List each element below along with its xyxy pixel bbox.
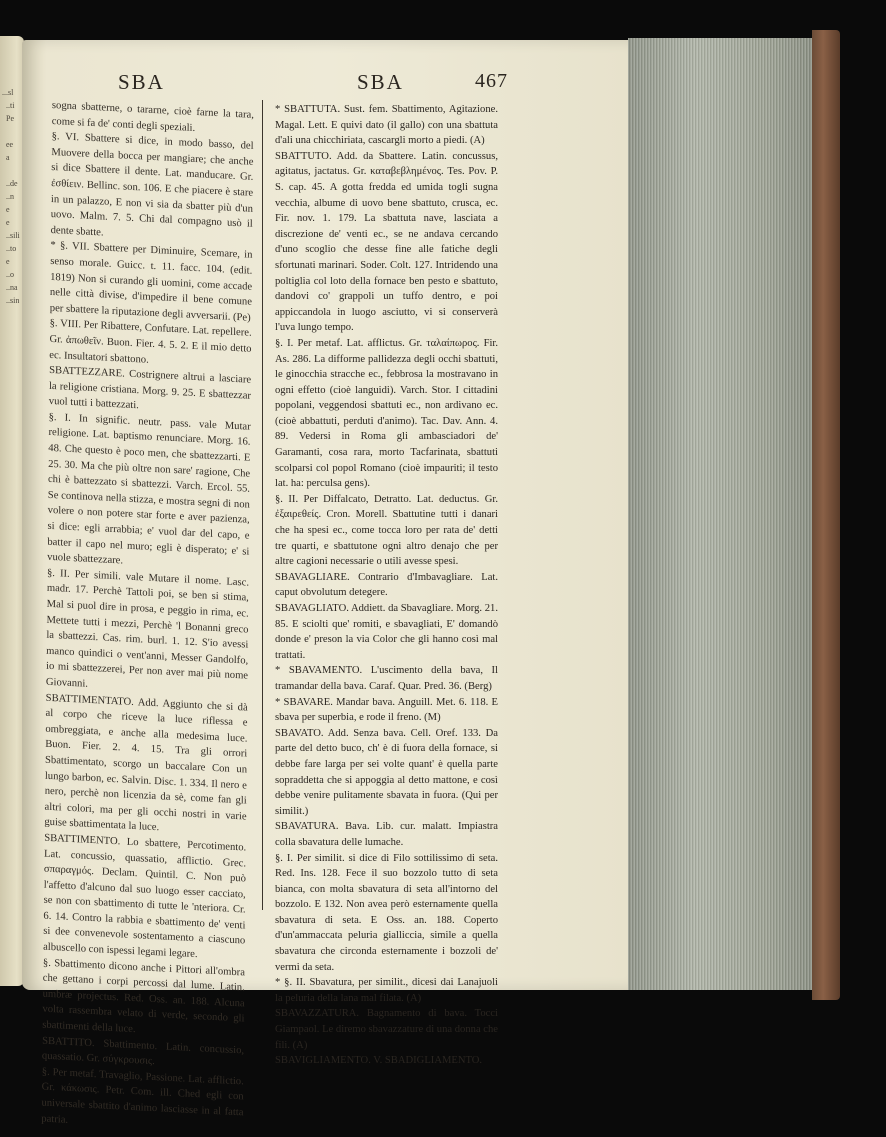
entry: SBATTIMENTATO. Add. Aggiunto che si dà al corpo che riceve la luce riflessa e ombreggiata, e anche alla medesima luce. Buon. Fier. 2. 4. 15. Tra gli orrori Sbattimentato, scorgo un baccalare Con un lungo barbon, ec. Salvin. Disc. 1. 334. Il nero e nero, perchè non licenzia da sè, come fan gli altri colori, ma per gli occhi nostri in varie guise sbattimentata la luce.	[44, 692, 248, 834]
entry: SBAVAZZATURA. Bagnamento di bava. Tocci Giampaol. Le diremo sbavazzature di una donna che fili. (A)	[275, 1008, 498, 1051]
page-number: 467	[475, 70, 508, 92]
entry: §. VIII. Per Ribattere, Confutare. Lat. repellere. Gr. ἀπωθεῖν. Buon. Fier. 4. 5. 2. E il mio detto ec. Insultatori sbattono.	[49, 318, 252, 366]
entry: §. I. Per similit. si dice di Filo sottilissimo di seta. Red. Ins. 128. Fece il suo bozzolo tutto di seta bianca, con molta sbavatura di seta all'intorno del bozzolo. E 132. Non avea però esternamente quella sbavatura di seta. E Oss. an. 188. Coperto d'un'ammaccata peluria gialliccia, simile a quella sbavatura che circonda esternamente i bozzoli de' vermi da seta.	[275, 852, 498, 973]
entry: SBATTUTO. Add. da Sbattere. Latin. concussus, agitatus, jactatus. Gr. καταβεβλημένος. Tes. Pov. P. S. cap. 45. A gotta fredda ed umida togli sugna vecchia, albume di uovo bene sbattuto, crusca, ec. Fir. nov. 1. 179. La sbattuta nave, lasciata a discrezione de' venti ec., se ne andava cercando d'uno scoglio che desse fine alle fatiche degli sfortunati marinari. Soder. Colt. 127. Intridendo una poltiglia col loto della fornace ben pesto e sbattuto, dandovi co' grappoli un tuffo dentro, e poi appiccandola in luogo asciutto, vi si conserverà l'uva lungo tempo.	[275, 150, 498, 334]
facing-page-fragment: ...sl ..ti Pe ee a ..de ..n e e ..sili ..to e ..o ..na ..sin	[2, 88, 20, 305]
entry: SBAVAGLIATO. Addiett. da Sbavagliare. Morg. 21. 85. E sciolti que' romiti, e sbavagliati, E' domandò donde e' preson la via Color che gli hanno così mal trattati.	[275, 603, 498, 661]
facing-page-edge	[0, 36, 24, 986]
running-head-left: SBA	[118, 70, 165, 94]
column-divider	[262, 100, 263, 910]
left-column	[41, 98, 254, 1137]
entry: * SBAVARE. Mandar bava. Anguill. Met. 6. 118. E sbava per superbia, e rode il freno. (M)	[275, 696, 498, 724]
entry: §. VI. Sbattere si dice, in modo basso, del Muovere della bocca per mangiare; che anche si dice Sbattere il dente. Lat. manducare. Gr. ἐσθίειν. Bellinc. son. 106. E che piacere è stare in un palazzo, E non vi sia da sbatter più d'un uovo. Malm. 7. 5. Chi dal compagno usò il dente sbatte.	[50, 131, 254, 239]
running-head-right: SBA	[357, 70, 404, 94]
right-column	[275, 102, 498, 1069]
entry: §. I. In signific. neutr. pass. vale Mutar religione. Lat. baptismo renunciare. Morg. 16. 48. Che questo è poco men, che sbattezzarti. E 25. 30. Ma che più oltre non sare' ragione, Che chi è battezzato si sbattezzi. Varch. Ercol. 55. Se continova nella stizza, e mostra segni di non volere o non potere star forte e aver pazienza, si dice: egli arrabbia; e' vuol dar del capo, e batter il capo nel muro; egli è disperato; e' si vuole sbattezzare.	[47, 411, 251, 567]
entry: * §. VII. Sbattere per Diminuire, Scemare, in senso morale. Guicc. t. 11. facc. 104. (edit. 1819) Non si curando gli uomini, come accade nelle città divise, d'impedire il bene comune per sbattere la riputazione degli avversarii. (Pe)	[49, 240, 253, 324]
entry: SBAVATO. Add. Senza bava. Cell. Oref. 133. Da parte del detto buco, ch' è di fuora della fornace, si debbe fare larga per sei volte quant' è quella parte sopraddetta che si appoggia al detto mattone, e così debbe venire pulitamente sbavata in fuora. (Qui per similit.)	[275, 727, 498, 817]
entry: sogna sbatterne, o tararne, cioè farne la tara, come si fa de' conti degli speziali.	[51, 99, 254, 134]
entry: SBAVAGLIARE. Contrario d'Imbavagliare. Lat. caput obvolutum detegere.	[275, 571, 498, 599]
entry: §. Sbattimento dicono anche i Pittori all'ombra che gettano i corpi percossi dal lume. Latin. umbræ projectus. Red. Oss. an. 188. Alcuna volta rassembra velato di verde, secondo gli sbattimenti della luce.	[42, 957, 245, 1036]
entry: SBAVATURA. Bava. Lib. cur. malatt. Impiastra colla sbavatura delle lumache.	[275, 821, 498, 848]
entry: SBATTEZZARE. Costrignere altrui a lasciare la religione cristiana. Morg. 9. 25. E sbattezzar vuol tutti i battezzati.	[48, 364, 252, 412]
entry: SBATTITO. Sbattimento. Latin. concussio, quassatio. Gr. σύγκρουσις.	[41, 1035, 245, 1068]
entry: * SBAVAMENTO. L'uscimento della bava, Il tramandar della bava. Caraf. Quar. Pred. 36. (Berg)	[275, 665, 498, 692]
entry: §. II. Per simili. vale Mutare il nome. Lasc. madr. 17. Perchè Tattoli poi, se ben si stima, Mal si puol dire in prosa, e peggio in rima, ec. Mettete tutti i mezzi, Perchè 'l Bonanni greco la sbattezzi. Cas. rim. burl. 1. 12. S'io avessi manco quindici o vent'anni, Messer Gandolfo, io mi sbattezzerei, Per non aver mai più nome Giovanni.	[45, 567, 250, 690]
entry: * SBATTUTA. Sust. fem. Sbattimento, Agitazione. Magal. Lett. E quivi dato (il gallo) con una sbattuta d'ali una chicchiriata, cascargli morto a piedi. (A)	[275, 104, 498, 147]
entry: * §. II. Sbavatura, per similit., dicesi dai Lanajuoli la peluria della lana mal filata. (A)	[275, 977, 498, 1004]
entry: SBAVIGLIAMENTO. V. SBADIGLIAMENTO.	[275, 1055, 483, 1067]
entry: §. II. Per Diffalcato, Detratto. Lat. deductus. Gr. ἐξαιρεθείς. Cron. Morell. Sbattutine tutti i danari che ha spesi ec., come tocca loro per rata de' detti tre quarti, e sbattutone ogni altro denajo che per altre cagioni necessarie o utili avesse spesi.	[275, 493, 498, 568]
entry: SBATTIMENTO. Lo sbattere, Percotimento. Lat. concussio, quassatio, afflictio. Grec. σπαραγμός. Declam. Quintil. C. Non può l'affetto d'alcuno dal suo luogo esser cacciato, se non con sbattimento di tutte le 'nteriora. Cr. 6. 14. Contro la rabbia e sbattimento de' venti si dee convenevole sostentamento a ciascuno albuscello con ispessi legami legare.	[43, 832, 247, 961]
entry: §. I. Per metaf. Lat. afflictus. Gr. ταλαίπωρος. Fir. As. 286. La difforme pallidezza degli occhi sbattuti, le ginocchia stracche ec., febbrosa la mostravano in ogni effetto (cioè languidi). Varch. Stor. I cittadini popolani, veggendosi sbattuti ec., non ardivano ec. (cioè abbattuti, perduti d'animo). Tac. Dav. Ann. 4. 89. Vedersi in Roma gli ambasciadori de' Garamanti, cosa rara, morto Tacfarinata, sbattuti scolparsi col popol Romano (cioè impauriti; il testo lat. ha: perculsa gens).	[275, 337, 498, 490]
entry: §. Per metaf. Travaglio, Passione. Lat. afflictio. Gr. κάκωσις. Petr. Com. ill. Ched egli con universale sbattito d'animo lasciasse in al fatta patria.	[41, 1066, 244, 1126]
page-edges	[628, 38, 827, 990]
book-cover-edge	[812, 30, 840, 1000]
